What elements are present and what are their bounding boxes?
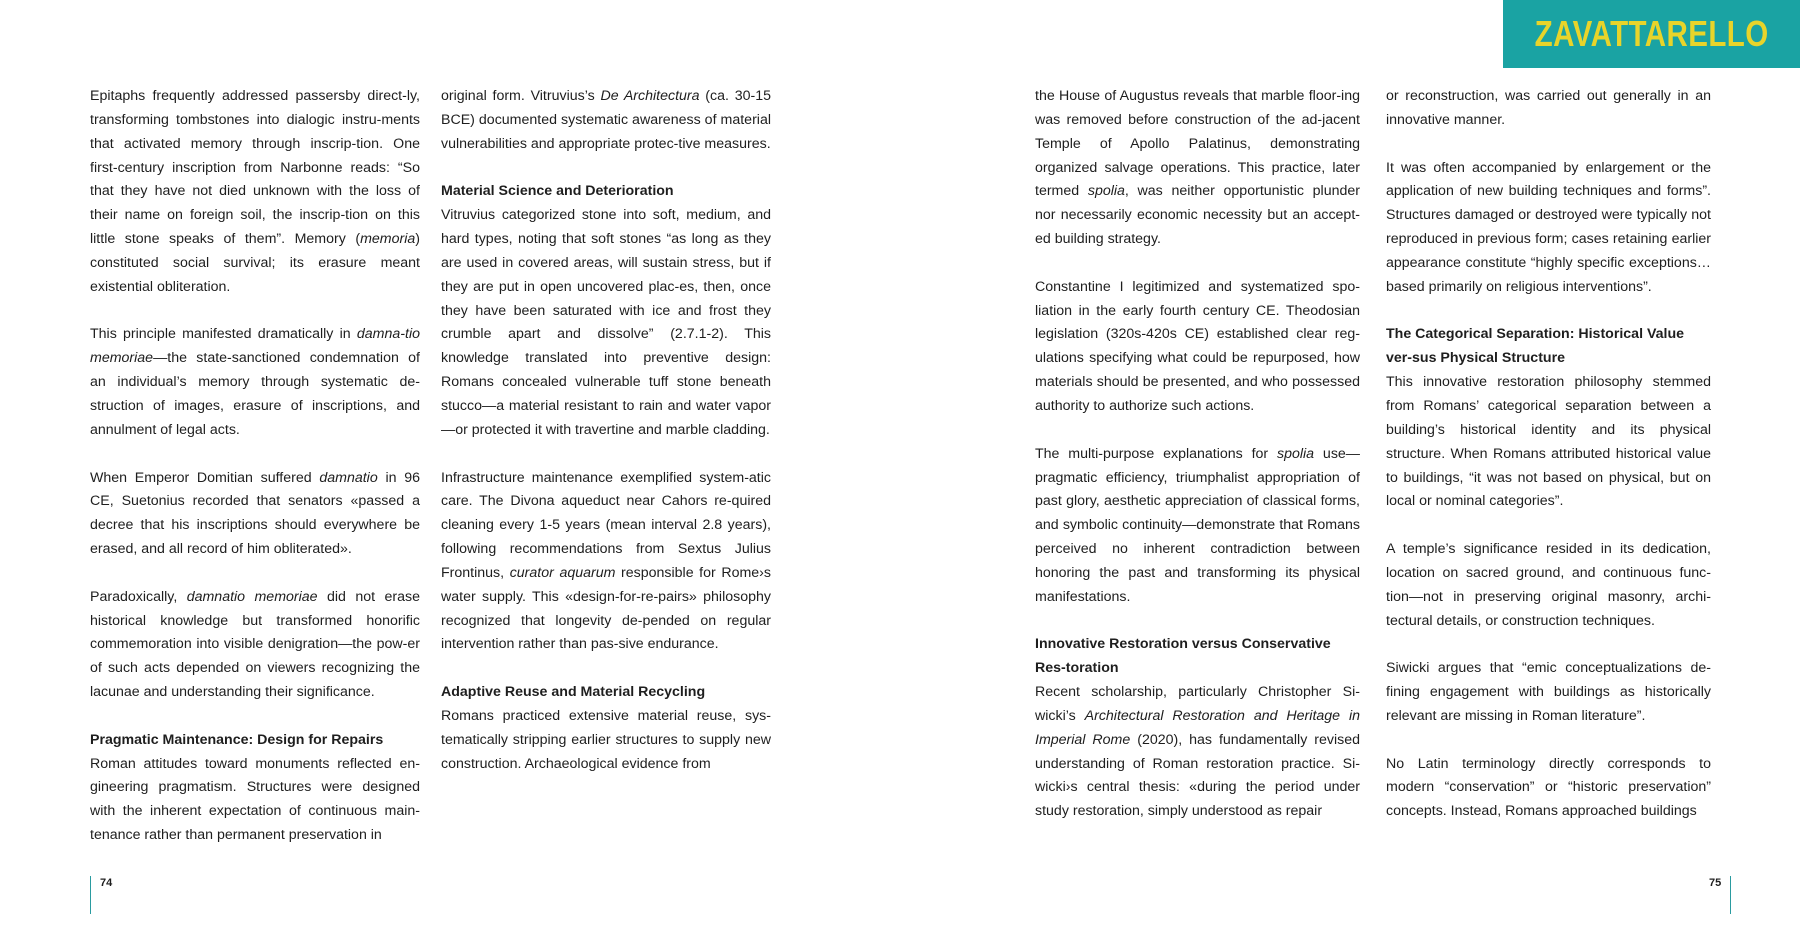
text: , was neither opportunistic plunder nor necessarily economic necessity but an accept-ed building strategy. — [1035, 183, 1360, 248]
paragraph: or reconstruction, was carried out generally in an innovative manner. — [1386, 88, 1711, 128]
paragraph: No Latin terminology directly corresponds to modern “conservation” or “historic preservation” concepts. Instead, Romans approached buildings — [1386, 755, 1711, 820]
text: in 96 CE, Suetonius recorded that senators «passed a decree that his inscriptions should everywhere be erased, and all record of him obliterated». — [90, 469, 420, 558]
text: ) constituted social survival; its erasure meant existential obliteration. — [90, 231, 420, 295]
paragraph — [90, 323, 420, 442]
left-column-1 — [90, 85, 420, 848]
paragraph: This innovative restoration philosophy stemmed from Romans’ categorical separation between a building’s historical identity and its physical structure. When Romans attributed historical value to buildings, “it was not based on physical, but on local or nominal categories”. — [1386, 374, 1711, 510]
brand-banner — [1503, 0, 1800, 68]
paragraph: Vitruvius categorized stone into soft, medium, and hard types, noting that soft stones “as long as they are used in covered areas, will sustain stress, but if they are put in open uncovered plac-es, then, once they have been saturated with ice and frost they crumble apart and dissolve” (2.7.1-2). This knowledge translated into preventive design: Romans concealed vulnerable tuff stone beneath stucco—a material resistant to rain and water vapor—or protected it with travertine and marble cladding. — [441, 207, 771, 438]
section-heading: The Categorical Separation: Historical Value ver-sus Physical Structure — [1386, 326, 1685, 367]
section-heading: Pragmatic Maintenance: Design for Repairs — [90, 731, 384, 748]
paragraph — [441, 467, 771, 658]
paragraph: Roman attitudes toward monuments reflected en-gineering pragmatism. Structures were designed with the inherent expectation of continuous main-tenance rather than permanent preservation in — [90, 755, 420, 844]
italic-text: memoria — [360, 231, 416, 248]
paragraph: A temple’s significance resided in its dedication, location on sacred ground, and continuous func-tion—not in preserving original masonry, archi-tectural details, or construction techniques. — [1386, 541, 1711, 629]
paragraph — [90, 467, 420, 562]
page-number-left — [90, 876, 112, 914]
section-heading: Innovative Restoration versus Conservative Res-toration — [1035, 636, 1331, 677]
text: (2020), has fundamentally revised understanding of Roman restoration practice. Si-wicki›s central thesis: «during the period under study restoration, simply understood as repair — [1035, 731, 1360, 820]
text: Recent scholarship, particularly Christopher Si-wicki’s — [1035, 684, 1360, 724]
text: original form. Vitruvius’s — [441, 88, 601, 104]
text: Paradoxically, — [90, 588, 187, 605]
italic-text: De Architectura — [600, 88, 700, 104]
paragraph: Constantine I legitimized and systematized spo-liation in the early fourth century CE. Theodosian legislation (320s-420s CE) established clear reg-ulations specifying what could be repurposed, how materials should be presented, and who possessed authority to authorize such actions. — [1035, 278, 1360, 414]
paragraph — [1035, 85, 1360, 252]
text: Epitaphs frequently addressed passersby direct-ly, transforming tombstones into dialogic instru-ments that activated memory through inscrip-tion. One first-century inscription from Narbonne reads: “So that they have not died unknown with the loss of their name on foreign soil, the inscrip-tion on this little stone speaks of them”. Memory ( — [90, 88, 420, 248]
text: When Emperor Domitian suffered — [90, 469, 320, 486]
italic-text: curator aquarum — [509, 564, 616, 581]
italic-text: spolia — [1277, 445, 1315, 462]
page-number: 75 — [1709, 877, 1722, 889]
paragraph: Siwicki argues that “emic conceptualizations de-fining engagement with buildings as historically relevant are missing in Roman literature”. — [1386, 660, 1711, 724]
paragraph — [1035, 443, 1360, 610]
paragraph — [90, 85, 420, 300]
text: did not erase historical knowledge but transformed honorific commemoration into visible denigration—the pow-er of such acts depended on viewers recognizing the lacunae and understanding their significance. — [90, 588, 420, 701]
paragraph: It was often accompanied by enlargement or the application of new building techniques and forms”. Structures damaged or destroyed were typically not reproduced in previous form; cases retaining earlier appearance constitute “highly specific exceptions…based primarily on religious interventions”. — [1386, 159, 1711, 295]
right-page — [900, 0, 1800, 945]
italic-text: spolia — [1087, 183, 1125, 200]
right-column-1 — [1035, 85, 1360, 824]
text: —the state-sanctioned condemnation of an individual’s memory through systematic de-struction of images, erasure of inscriptions, and annulment of legal acts. — [90, 350, 420, 438]
paragraph: Romans practiced extensive material reuse, sys-tematically stripping earlier structures to supply new construction. Archaeological evidence from — [441, 707, 771, 772]
italic-text: damnatio memoriae — [186, 588, 318, 605]
paragraph — [1035, 681, 1360, 824]
right-column-2 — [1386, 85, 1711, 824]
section-heading: Material Science and Deterioration — [441, 183, 674, 200]
italic-text: damnatio — [319, 469, 378, 486]
page-number: 74 — [100, 877, 113, 889]
text: The multi-purpose explanations for — [1035, 445, 1277, 462]
text: use—pragmatic efficiency, triumphalist appropriation of past glory, aesthetic appreciation of classical forms, and symbolic continuity—demonstrate that Romans perceived no inherent contradiction between honoring the past and transforming its physical manifestations. — [1035, 445, 1360, 605]
section-heading: Adaptive Reuse and Material Recycling — [441, 684, 706, 701]
page-number-right — [1709, 876, 1731, 914]
text: Infrastructure maintenance exemplified system-atic care. The Divona aqueduct near Cahors re-quired cleaning every 1-5 years (mean interval 2.8 years), following recommendations from Sextus Julius Frontinus, — [441, 469, 771, 581]
brand-title: ZAVATTARELLO — [1534, 13, 1769, 54]
paragraph — [90, 586, 420, 705]
text: This principle manifested dramatically in — [90, 326, 357, 343]
left-column-2 — [441, 85, 771, 776]
text: the House of Augustus reveals that marble floor-ing was removed before construction of the ad-jacent Temple of Apollo Palatinus, demonstrating organized salvage operations. This practice, later termed — [1035, 88, 1360, 200]
text: (ca. 30-15 BCE) documented systematic awareness of material vulnerabilities and appropriate protec-tive measures. — [441, 88, 771, 152]
italic-text: damna-tio memoriae — [90, 326, 420, 367]
text: responsible for Rome›s water supply. This «design-for-re-pairs» philosophy recognized that longevity de-pended on regular intervention rather than pas-sive endurance. — [441, 564, 772, 653]
paragraph — [441, 85, 771, 157]
italic-text: Architectural Restoration and Heritage in Imperial Rome — [1035, 707, 1360, 748]
